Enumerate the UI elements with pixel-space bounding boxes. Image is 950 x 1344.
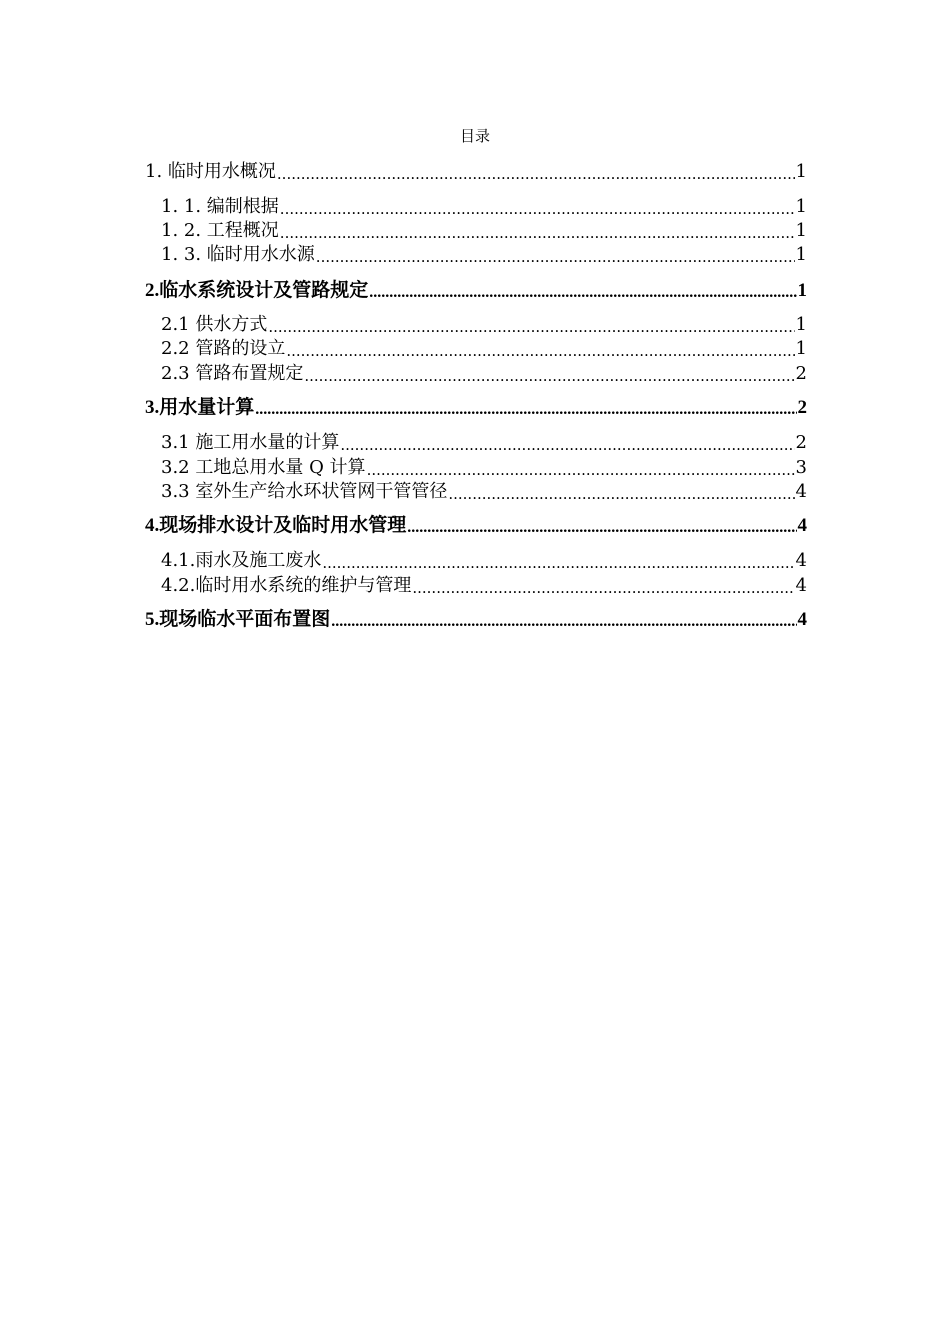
- dot-leader: [322, 553, 794, 573]
- toc-entry-page: 4: [795, 550, 807, 571]
- toc-entry-label: 2.1 供水方式: [161, 314, 268, 335]
- dot-leader: [448, 484, 794, 504]
- toc-entry-page: 2: [797, 397, 807, 418]
- toc-entry-page: 2: [795, 363, 807, 384]
- toc-entry-label: 2.2 管路的设立: [161, 338, 286, 359]
- toc-entry-page: 1: [795, 196, 807, 217]
- toc-entry-page: 3: [795, 457, 807, 478]
- dot-leader: [277, 164, 795, 184]
- toc-entry-label: 1. 3. 临时用水水源: [161, 244, 315, 265]
- toc-entry-4-2[interactable]: [161, 572, 807, 598]
- toc-entry-5[interactable]: [145, 606, 807, 632]
- toc-entry-2-3[interactable]: [161, 360, 807, 386]
- dot-leader: [340, 435, 794, 455]
- dot-leader: [280, 199, 795, 219]
- toc-entry-page: 1: [795, 220, 807, 241]
- toc-entry-page: 4: [797, 609, 807, 630]
- toc-entry-page: 1: [795, 244, 807, 265]
- toc-entry-3-3[interactable]: [161, 478, 807, 504]
- toc-entry-page: 1: [795, 314, 807, 335]
- toc-entry-page: 4: [797, 515, 807, 536]
- toc-entry-1-1[interactable]: [161, 193, 807, 219]
- toc-entry-label: 4.现场排水设计及临时用水管理: [145, 515, 407, 536]
- toc-entry-3[interactable]: [145, 394, 807, 420]
- toc-entry-page: 4: [795, 575, 807, 596]
- toc-entry-label: 3.3 室外生产给水环状管网干管管径: [161, 481, 448, 502]
- toc-entry-1-2[interactable]: [161, 217, 807, 243]
- toc-entry-label: 1. 1. 编制根据: [161, 196, 279, 217]
- toc-entry-page: 1: [797, 280, 807, 301]
- toc-heading: 目录: [459, 127, 490, 145]
- dot-leader: [367, 460, 795, 480]
- toc-entry-label: 2.3 管路布置规定: [161, 363, 304, 384]
- dot-leader: [316, 247, 795, 267]
- dot-leader: [304, 366, 794, 386]
- toc-entry-3-1[interactable]: [161, 429, 807, 455]
- toc-entry-page: 2: [795, 432, 807, 453]
- dot-leader: [407, 518, 796, 538]
- dot-leader: [331, 612, 796, 632]
- dot-leader: [255, 400, 796, 420]
- toc-entry-page: 4: [795, 481, 807, 502]
- dot-leader: [286, 341, 794, 361]
- dot-leader: [280, 223, 795, 243]
- toc-entry-label: 5.现场临水平面布置图: [145, 609, 331, 630]
- toc-entry-label: 2.临水系统设计及管路规定: [145, 280, 369, 301]
- toc-entry-1[interactable]: [145, 158, 807, 184]
- toc-entry-page: 1: [795, 161, 807, 182]
- toc-entry-1-3[interactable]: [161, 241, 807, 267]
- toc-entry-4-1[interactable]: [161, 547, 807, 573]
- toc-entry-label: 1. 临时用水概况: [145, 161, 276, 182]
- toc-entry-4[interactable]: [145, 512, 807, 538]
- toc-entry-label: 3.用水量计算: [145, 397, 255, 418]
- toc-entry-2-2[interactable]: [161, 335, 807, 361]
- toc-entry-3-2[interactable]: [161, 454, 807, 480]
- dot-leader: [369, 283, 796, 303]
- toc-entry-2[interactable]: [145, 277, 807, 303]
- dot-leader: [412, 578, 794, 598]
- toc-entry-label: 4.1.雨水及施工废水: [161, 550, 322, 571]
- toc-entry-label: 1. 2. 工程概况: [161, 220, 279, 241]
- toc-entry-label: 4.2.临时用水系统的维护与管理: [161, 575, 412, 596]
- toc-entry-label: 3.2 工地总用水量 Q 计算: [161, 457, 366, 478]
- toc-entry-2-1[interactable]: [161, 311, 807, 337]
- toc-entry-label: 3.1 施工用水量的计算: [161, 432, 340, 453]
- toc-entry-page: 1: [795, 338, 807, 359]
- dot-leader: [268, 317, 794, 337]
